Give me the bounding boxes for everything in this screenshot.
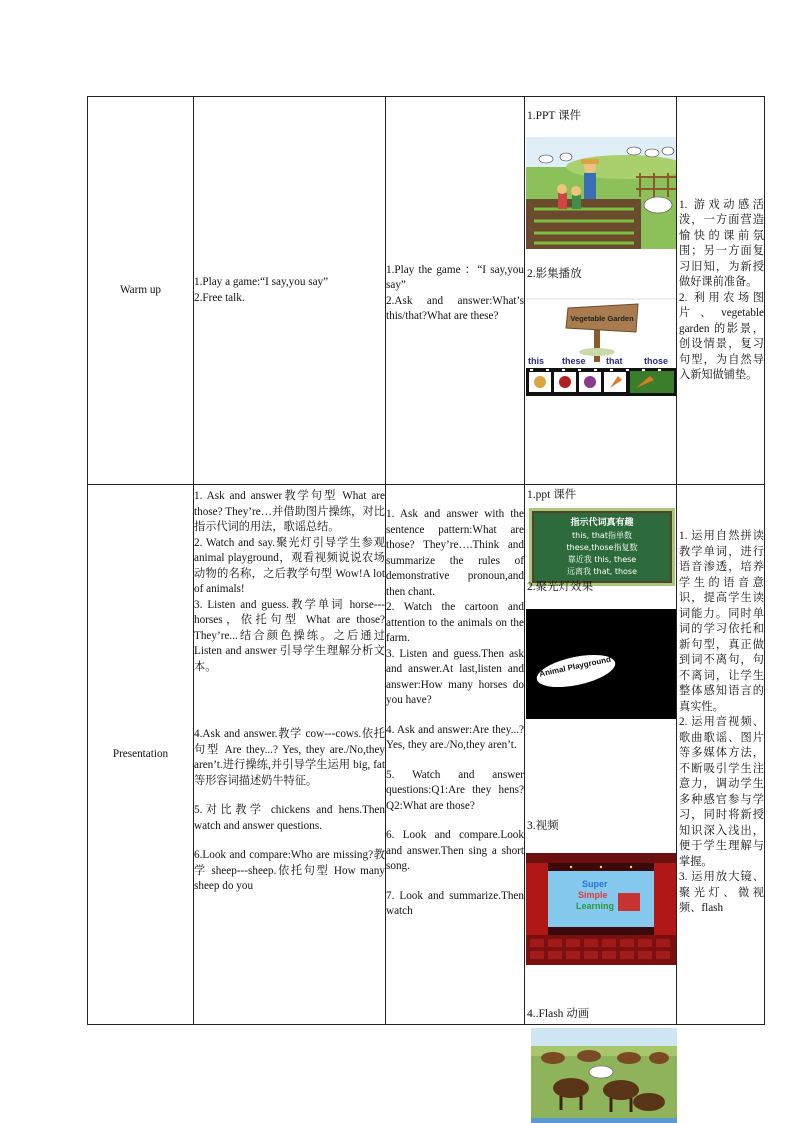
- teacher-step: 2.Free talk.: [194, 291, 245, 304]
- horse-flash-image: [531, 1028, 677, 1123]
- teacher-step: 1. Ask and answer教学句型 What are those? They’re…并借助图片操练，对比指示代词的用法，歌谣总结。: [194, 490, 385, 533]
- media-label: 4..Flash 动画: [527, 1007, 590, 1020]
- screen-word: Super: [582, 878, 608, 889]
- student-step: 3. Listen and guess.Then ask and answer.At last,listen and answer:How many horses do you have?: [386, 647, 524, 706]
- purpose-note: 2. 运用音视频、歌曲歌谣、图片等多媒体方法，不断吸引学生注意力，调动学生多种感官参与学习，同时将新授知识深入浅出，便于学生理解与掌握。: [679, 716, 764, 868]
- screen-word: Learning: [576, 900, 615, 911]
- word-those: those: [644, 356, 669, 366]
- student-step: 5. Watch and answer questions:Q1:Are they hens? Q2:What are those?: [386, 768, 524, 812]
- spotlight-slide: [526, 609, 676, 719]
- stage-cell: Warm up: [88, 97, 194, 485]
- teacher-step: 2. Watch and say.聚光灯引导学生参观 animal playground，观看视频说说农场动物的名称，之后教学句型 Wow!A lot of animals!: [194, 536, 385, 595]
- media-label: 3.视频: [527, 820, 559, 832]
- teacher-step: 3. Listen and guess.教学单词 horse---horses，依托句型 What are those? They’re...结合颜色操练。之后通过 Listen and answer 引导学生理解分析文本。: [194, 598, 385, 673]
- warmup-row: [88, 97, 765, 485]
- purpose-note: 1. 游戏动感活泼，一方面营造愉快的课前氛围；另一方面复习旧知，为新授做好课前准备。: [679, 198, 764, 288]
- teacher-activity-cell: [194, 485, 386, 1025]
- chalkboard-slide: [529, 508, 675, 586]
- student-step: 4. Ask and answer:Are they...? Yes, they are./No,they aren’t.: [386, 723, 524, 751]
- board-line: 靠近我 this, these: [567, 554, 637, 564]
- purpose-note: 1. 运用自然拼读教学单词，进行语音渗透，培养学生的语音意识，提高学生读词能力。同时单词的学习依托和新句型，真正做到词不离句，句不离词，让学生整体感知语言的真实性。: [679, 530, 764, 713]
- teacher-step: 5.对比教学 chickens and hens.Then watch and answer questions.: [194, 804, 385, 832]
- board-line: 远离我 that, those: [566, 566, 638, 576]
- student-step: 6. Look and compare.Look and answer.Then sing a short song.: [386, 829, 524, 872]
- word-these: these: [562, 356, 586, 366]
- sign-text: Vegetable Garden: [570, 314, 634, 323]
- purpose-cell: [677, 485, 765, 1025]
- media-label: 1.PPT 课件: [527, 110, 582, 122]
- vegetable-garden-slide: [526, 298, 676, 400]
- lesson-plan-table: [87, 96, 765, 1025]
- purpose-note: 3. 运用放大镜、聚光灯、微视频、flash: [679, 871, 764, 914]
- student-step: 2. Watch the cartoon and attention to the animals on the farm.: [386, 601, 524, 644]
- student-step: 1. Ask and answer with the sentence pattern:What are those? They’re….Think and summarize the rules of demonstrative pronoun,and then chant.: [386, 508, 524, 598]
- screen-word: Simple: [578, 889, 608, 900]
- board-line: these,those指复数: [566, 542, 638, 552]
- teacher-step: 4.Ask and answer.教学 cow---cows.依托句型 Are they...? Yes, they are./No,they aren’t.进行操练,并引导学生运用 big, fat 等形容词描述奶牛特征。: [194, 728, 385, 787]
- purpose-cell: [677, 97, 765, 485]
- word-that: that: [606, 356, 623, 366]
- board-title: 指示代词真有趣: [570, 517, 634, 528]
- presentation-row: [88, 485, 765, 1025]
- student-step: 1.Play the game ：“I say,you say”: [386, 263, 524, 291]
- student-activity-cell: [386, 97, 525, 485]
- teacher-step: 6.Look and compare:Who are missing?教学 sheep---sheep.依托句型 How many sheep do you: [194, 849, 385, 892]
- student-step: 2.Ask and answer:What’s this/that?What are these?: [386, 294, 524, 322]
- student-activity-cell: [386, 485, 525, 1025]
- purpose-note: 2. 利用农场图片、vegetable garden 的影景，创设情景，复习句型，为自然导入新知做铺垫。: [679, 291, 764, 381]
- media-cell: [525, 97, 677, 485]
- media-cell: [525, 485, 677, 1025]
- media-label: 2.影集播放: [527, 267, 582, 280]
- farm-illustration: [526, 137, 676, 249]
- student-step: 7. Look and summarize.Then watch: [386, 889, 524, 917]
- media-label: 1.ppt 课件: [527, 489, 577, 501]
- word-this: this: [528, 356, 545, 366]
- spotlight-text: Animal Playground: [538, 654, 612, 679]
- teacher-step: 1.Play a game:“I say,you say”: [194, 276, 329, 288]
- teacher-activity-cell: [194, 97, 386, 485]
- media-label: 2.聚光灯效果: [527, 580, 594, 593]
- video-stage: [526, 853, 676, 965]
- stage-cell: Presentation: [88, 485, 194, 1025]
- board-line: this, that指单数: [572, 530, 632, 540]
